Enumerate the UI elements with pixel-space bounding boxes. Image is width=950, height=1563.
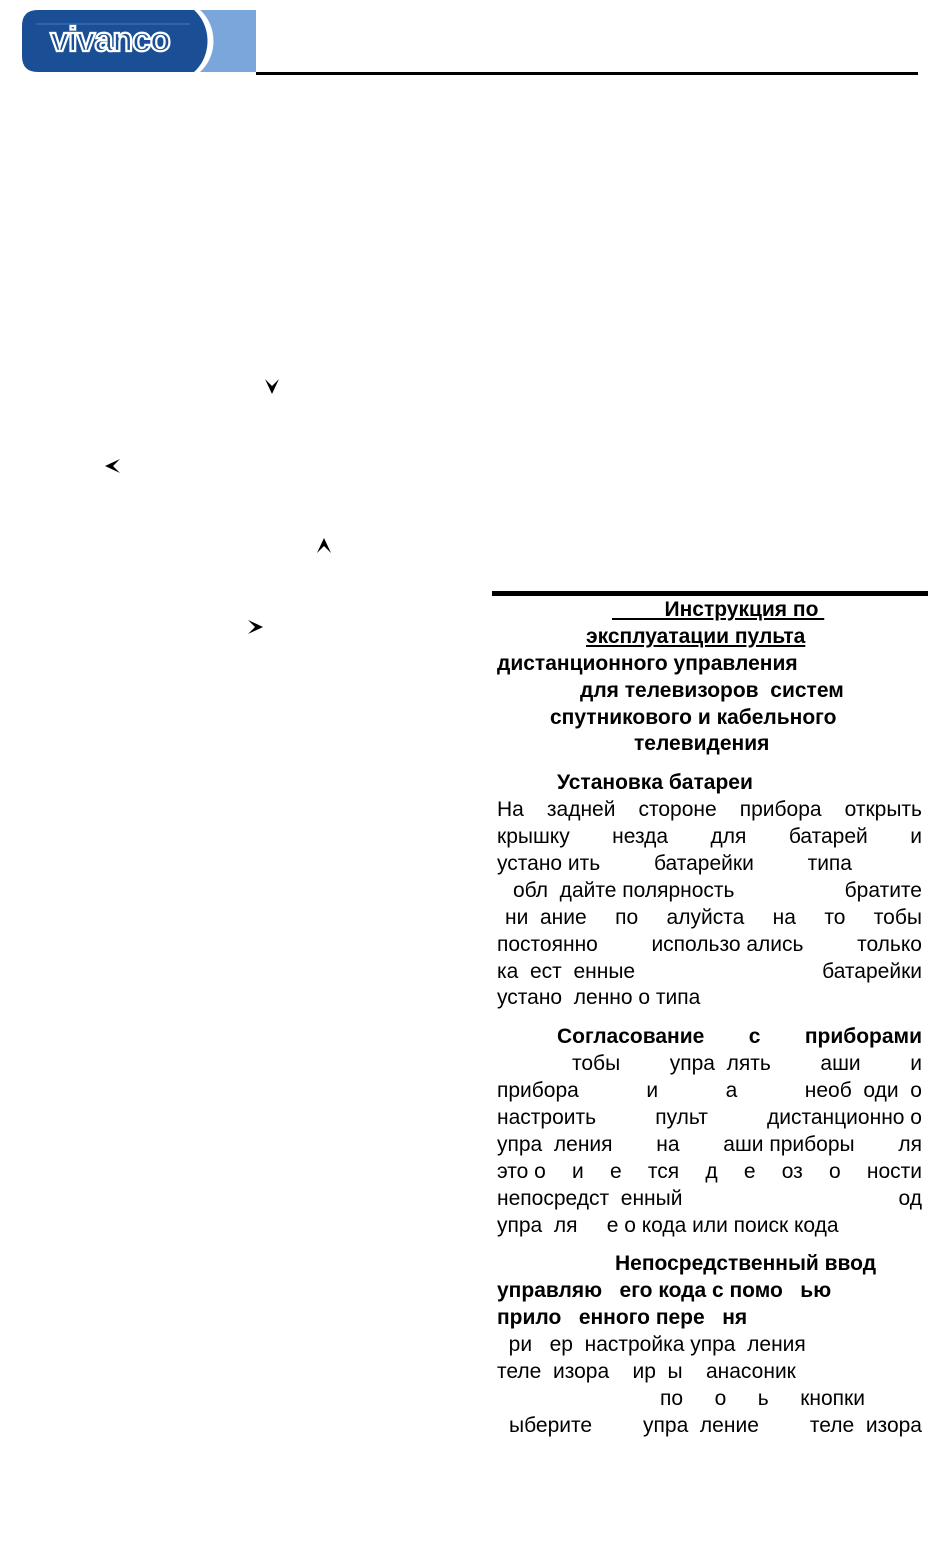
section-heading: Установка батареи	[557, 771, 753, 795]
word: ни ание	[505, 905, 587, 929]
text-line	[497, 932, 922, 959]
word: это о	[497, 1159, 546, 1183]
word: пульт	[655, 1106, 708, 1130]
title-line: телевидения	[634, 732, 770, 756]
word: крышку	[497, 825, 570, 849]
title-line: Инструкция по	[612, 598, 825, 621]
word: аши приборы	[723, 1132, 855, 1156]
word: о	[714, 1386, 727, 1410]
word: батарейки	[822, 959, 922, 983]
word: только	[857, 932, 922, 956]
title-line: эксплуатации пульта	[586, 624, 806, 648]
word: дистанционно о	[767, 1106, 922, 1130]
logo-text: vivanco	[50, 21, 170, 59]
word: то	[824, 905, 846, 929]
text-line	[497, 959, 922, 986]
word: для	[710, 825, 747, 849]
arrow-right-icon	[245, 617, 265, 637]
word: теле изора	[809, 1413, 922, 1437]
text-line	[497, 1132, 922, 1159]
arrow-up-icon	[314, 536, 334, 556]
word: упра лять	[669, 1052, 771, 1076]
word: ь	[757, 1386, 769, 1410]
word: братите	[844, 878, 922, 902]
word: ка ест енные	[497, 959, 636, 983]
word: на	[772, 905, 796, 929]
section-heading: управляю его кода с помо ью	[497, 1279, 832, 1303]
text-line	[497, 1105, 922, 1132]
word: приборами	[804, 1025, 922, 1049]
word: необ оди о	[804, 1079, 922, 1103]
word: использо ались	[651, 932, 804, 956]
word: по	[615, 905, 639, 929]
word: типа	[807, 852, 852, 876]
title-line: для телевизоров систем	[580, 678, 844, 702]
word: На	[497, 798, 524, 822]
word: настроить	[497, 1106, 597, 1130]
word: оз	[781, 1159, 803, 1183]
text-line	[497, 1186, 922, 1213]
text-line	[497, 1159, 922, 1186]
word: стороне	[638, 798, 717, 822]
word: ности	[866, 1159, 922, 1183]
word: аши	[820, 1052, 861, 1076]
word: и	[910, 1052, 922, 1076]
text-line	[497, 1024, 922, 1051]
arrow-left-icon	[103, 456, 123, 476]
word: тся	[647, 1159, 680, 1183]
word: и	[572, 1159, 584, 1183]
document-title	[497, 597, 922, 758]
text-line	[497, 797, 922, 824]
word: е	[609, 1159, 622, 1183]
word: батарейки	[653, 852, 754, 876]
word: и	[910, 825, 922, 849]
word: о	[828, 1159, 841, 1183]
title-line: спутникового и кабельного	[550, 705, 837, 729]
word: тобы	[873, 905, 922, 929]
section-gap	[497, 758, 922, 770]
word: е	[743, 1159, 756, 1183]
word: задней	[546, 798, 616, 822]
word: упра ления	[497, 1132, 613, 1156]
text-line: ри ер настройка упра ления	[497, 1333, 806, 1357]
text-line	[497, 878, 922, 905]
word: тобы	[572, 1052, 621, 1076]
word: и	[646, 1079, 659, 1103]
word: прибора	[497, 1079, 579, 1103]
word: на	[656, 1132, 680, 1156]
text-line	[497, 824, 922, 851]
text-line: теле изора ир ы анасоник	[497, 1360, 796, 1384]
word: д	[705, 1159, 718, 1183]
word: ля	[898, 1132, 922, 1156]
word: алуйста	[666, 905, 745, 929]
section-heading: прило енного пере ня	[497, 1306, 748, 1330]
word: с	[748, 1025, 761, 1049]
text-line	[497, 1078, 922, 1105]
word: кнопки	[800, 1386, 865, 1410]
text-line: упра ля е о кода или поиск кода	[497, 1213, 839, 1237]
text-line	[497, 1051, 922, 1078]
section-gap	[497, 1239, 922, 1251]
word: упра ление	[643, 1413, 759, 1437]
arrow-down-icon	[262, 376, 282, 396]
text-line	[497, 905, 922, 932]
word: Согласование	[557, 1025, 705, 1049]
word: прибора	[739, 798, 822, 822]
word: открыть	[844, 798, 922, 822]
document-sections	[497, 758, 922, 1439]
vivanco-logo	[22, 10, 256, 72]
text-line	[497, 851, 852, 878]
word: обл дайте полярность	[513, 878, 735, 902]
text-line: устано ленно о типа	[497, 986, 701, 1010]
word: непосредст енный	[497, 1186, 683, 1210]
instruction-text	[497, 597, 922, 1440]
section-gap	[497, 1012, 922, 1024]
text-line	[497, 1386, 865, 1413]
title-line: дистанционного управления	[497, 651, 798, 675]
word: ыберите	[509, 1413, 593, 1437]
text-line	[497, 1413, 922, 1440]
word: устано ить	[497, 852, 601, 876]
section-rule	[492, 591, 928, 596]
word: а	[725, 1079, 738, 1103]
header-rule	[256, 72, 918, 75]
word: незда	[612, 825, 669, 849]
word: батарей	[788, 825, 868, 849]
word: постоянно	[497, 932, 598, 956]
section-heading: Непосредственный ввод	[615, 1252, 877, 1276]
word: од	[898, 1186, 922, 1210]
word: по	[660, 1386, 684, 1410]
